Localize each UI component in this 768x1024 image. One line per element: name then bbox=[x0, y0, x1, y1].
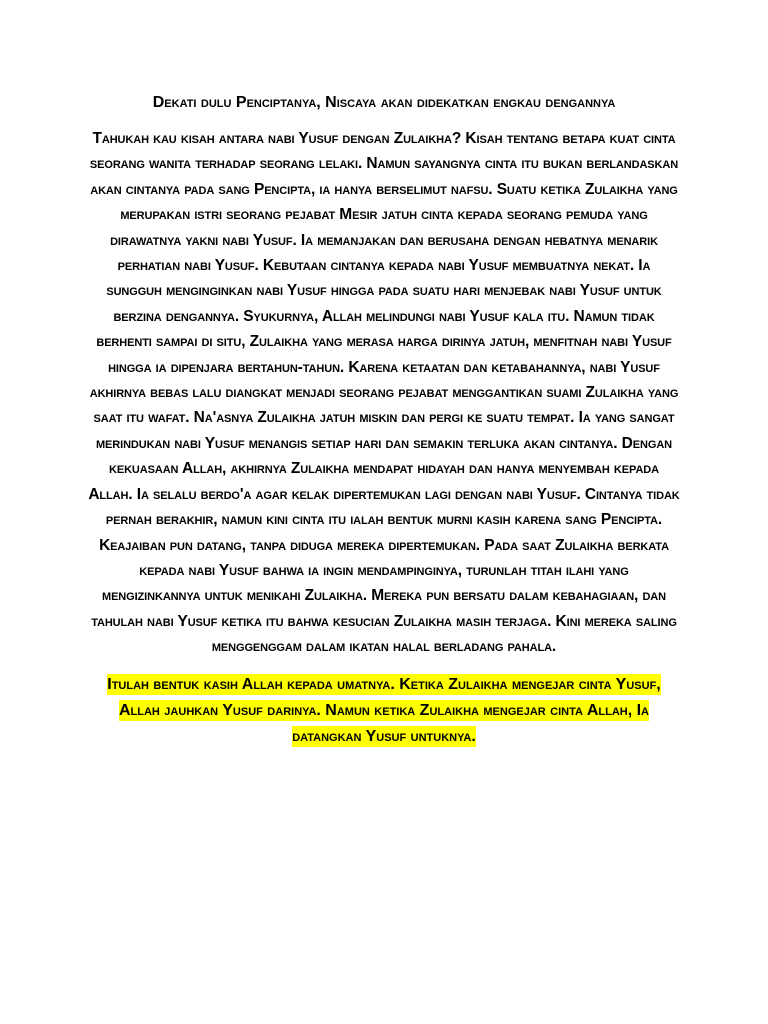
story-paragraph: Tahukah kau kisah antara nabi Yusuf dengan Zulaikha? Kisah tentang betapa kuat cinta seorang wanita terhadap seorang lelaki. Namun sayangnya cinta itu bukan berlandaskan akan cintanya pada sang Pencipta, ia hanya berselimut nafsu. Suatu ketika Zulaikha yang merupakan istri seorang pejabat Mesir jatuh cinta kepada seorang pemuda yang dirawatnya yakni nabi Yusuf. Ia memanjakan dan berusaha dengan hebatnya menarik perhatian nabi Yusuf. Kebutaan cintanya kepada nabi Yusuf membuatnya nekat. Ia sungguh menginginkan nabi Yusuf hingga pada suatu hari menjebak nabi Yusuf untuk berzina dengannya. Syukurnya, Allah melindungi nabi Yusuf kala itu. Namun tidak berhenti sampai di situ, Zulaikha yang merasa harga dirinya jatuh, menfitnah nabi Yusuf hingga ia dipenjara bertahun-tahun. Karena ketaatan dan ketabahannya, nabi Yusuf akhirnya bebas lalu diangkat menjadi seorang pejabat menggantikan suami Zulaikha yang saat itu wafat. Na'asnya Zulaikha jatuh miskin dan pergi ke suatu tempat. Ia yang sangat merindukan nabi Yusuf menangis setiap hari dan semakin terluka akan cintanya. Dengan kekuasaan Allah, akhirnya Zulaikha mendapat hidayah dan hanya menyembah kepada Allah. Ia selalu berdo'a agar kelak dipertemukan lagi dengan nabi Yusuf. Cintanya tidak pernah berakhir, namun kini cinta itu ialah bentuk murni kasih karena sang Pencipta. Keajaiban pun datang, tanpa diduga mereka dipertemukan. Pada saat Zulaikha berkata kepada nabi Yusuf bahwa ia ingin mendampinginya, turunlah titah ilahi yang mengizinkannya untuk menikahi Zulaikha. Mereka pun bersatu dalam kebahagiaan, dan tahulah nabi Yusuf ketika itu bahwa kesucian Zulaikha masih terjaga. Kini mereka saling menggenggam dalam ikatan halal berladang pahala. bbox=[88, 130, 680, 656]
document-title: Dekati dulu Penciptanya, Niscaya akan didekatkan engkau dengannya bbox=[152, 94, 616, 111]
highlighted-closing-paragraph bbox=[88, 672, 680, 750]
highlighted-text: Itulah bentuk kasih Allah kepada umatnya. Ketika Zulaikha mengejar cinta Yusuf, Allah jauhkan Yusuf darinya. Namun ketika Zulaikha mengejar cinta Allah, Ia datangkan Yusuf untuknya. bbox=[107, 675, 661, 745]
document-page bbox=[88, 92, 680, 750]
